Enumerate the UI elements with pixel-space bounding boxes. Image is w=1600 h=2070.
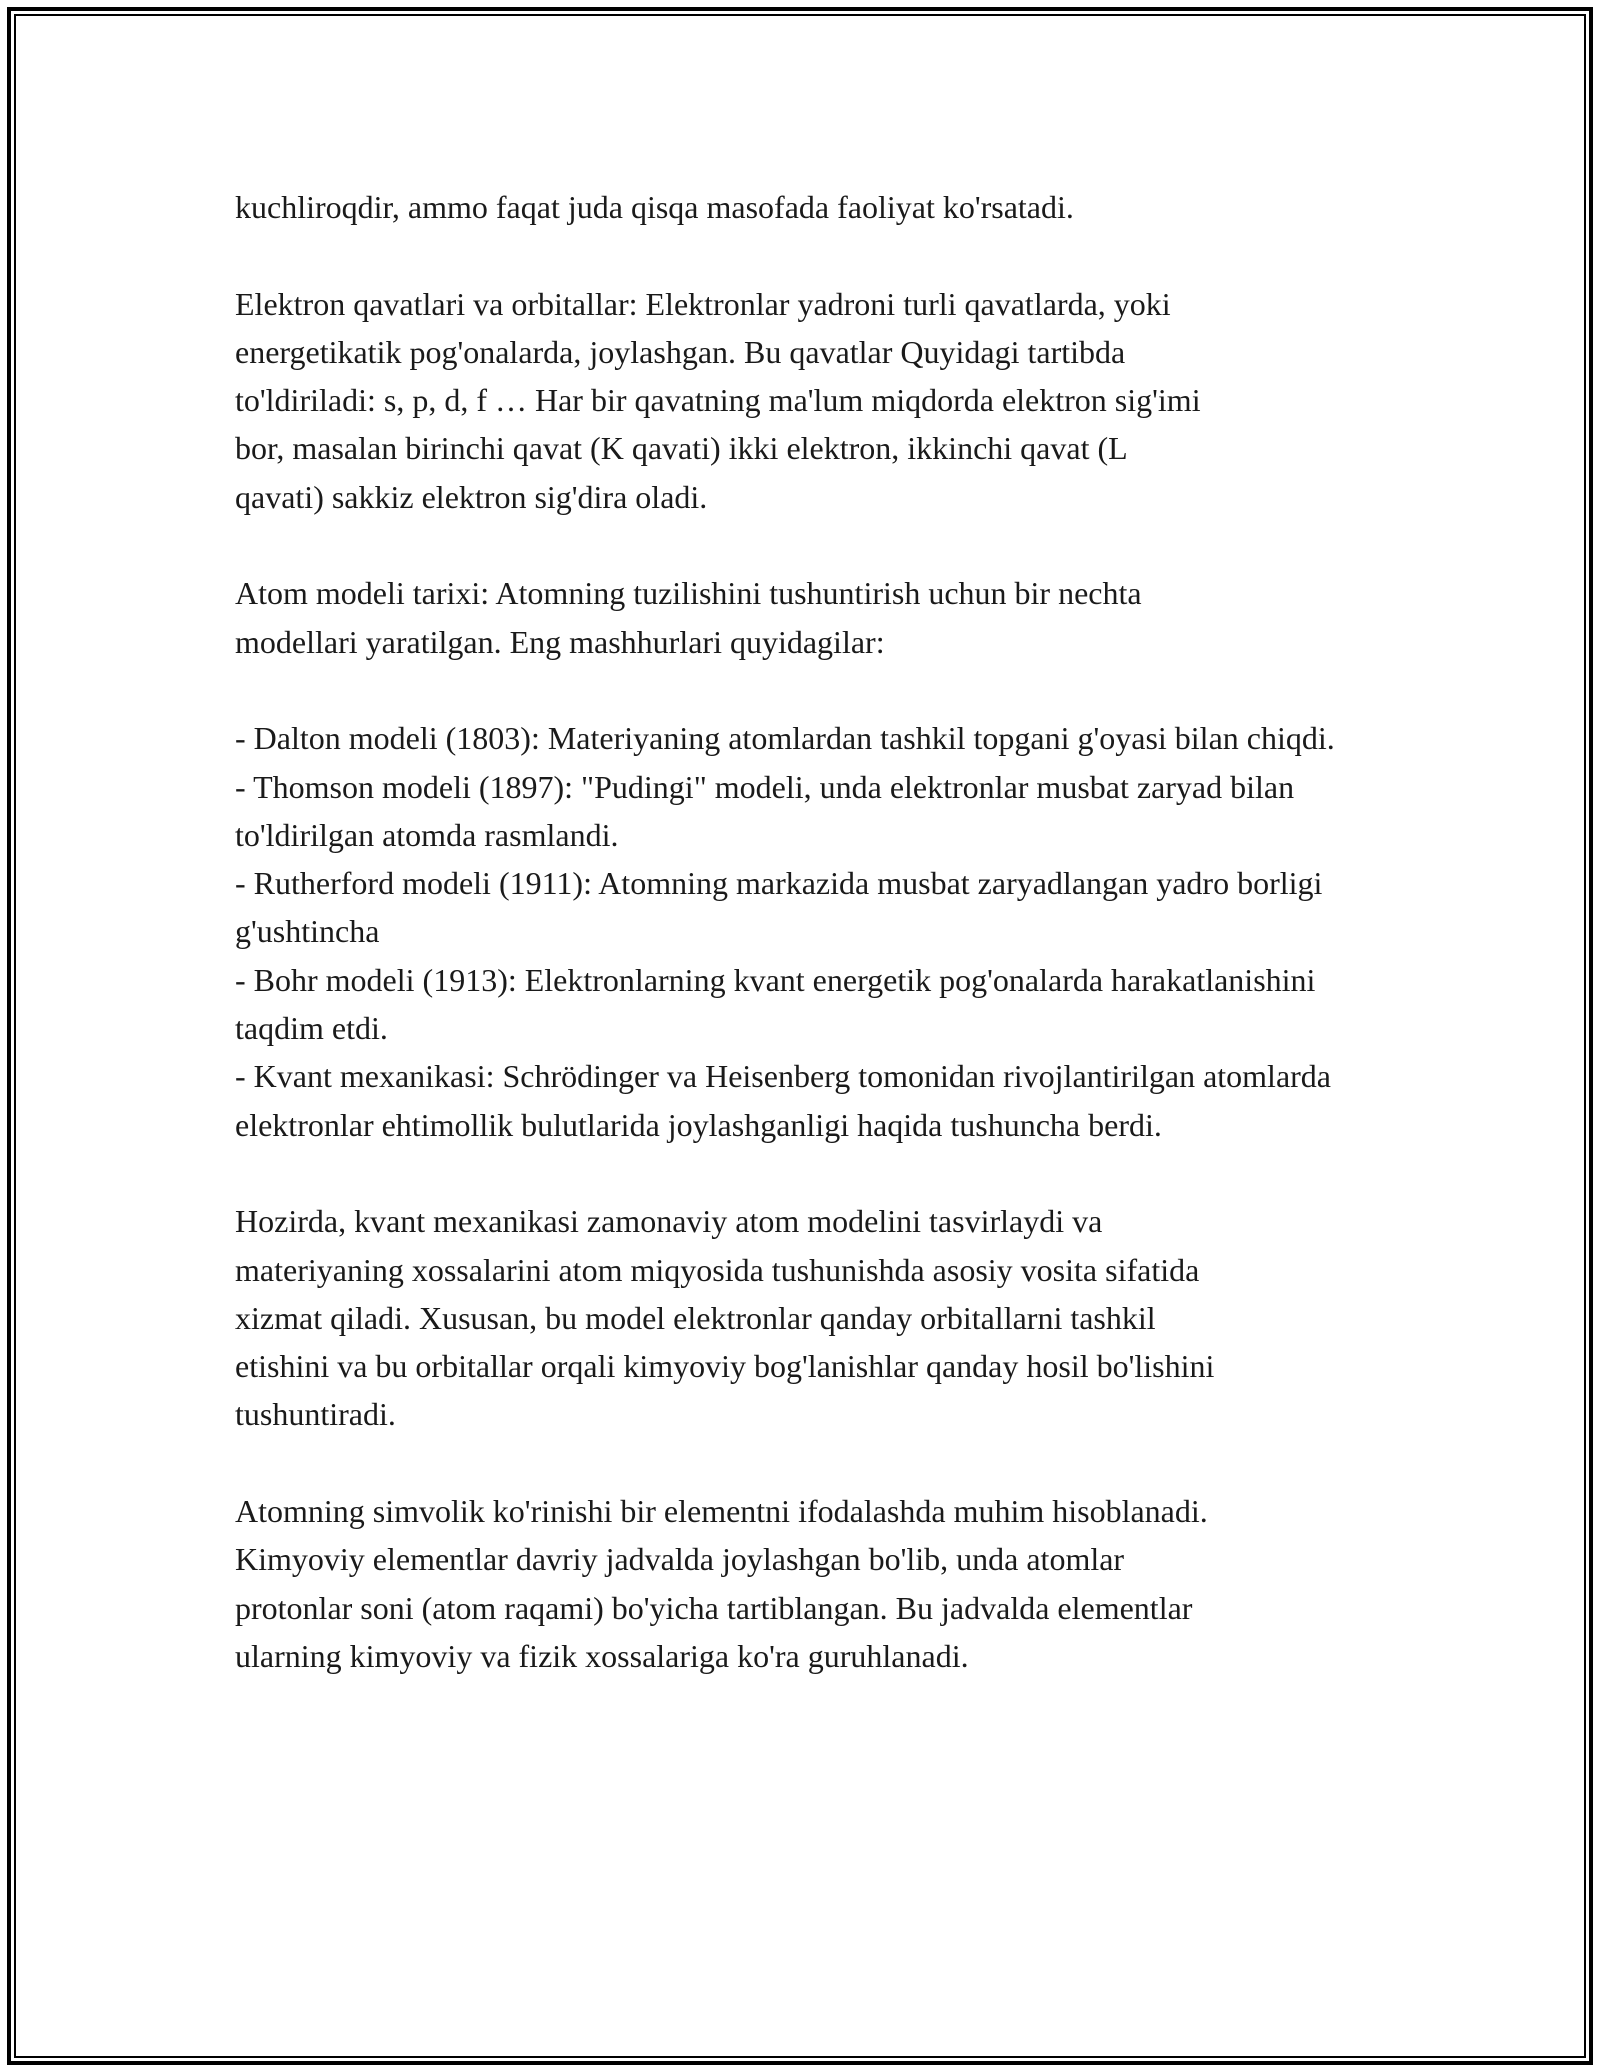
paragraph-atom-model-history: Atom modeli tarixi: Atomning tuzilishini tushuntirish uchun bir nechta modellari yaratilgan. Eng mashhurlari quyidagilar: — [235, 575, 1142, 660]
list-item-rutherford: - Rutherford modeli (1911): Atomning markazida musbat zaryadlangan yadro borligi g'ushtincha — [235, 865, 1323, 950]
paragraph-continuation: kuchliroqdir, ammo faqat juda qisqa masofada faoliyat ko'rsatadi. — [235, 189, 1074, 225]
list-item-thomson: - Thomson modeli (1897): "Pudingi" modeli, unda elektronlar musbat zaryad bilan to'ldirilgan atomda rasmlandi. — [235, 768, 1295, 853]
list-item-dalton: - Dalton modeli (1803): Materiyaning atomlardan tashkil topgani g'oyasi bilan chiqdi. — [235, 720, 1335, 757]
document-body — [235, 183, 1375, 1729]
paragraph-modern-model: Hozirda, kvant mexanikasi zamonaviy atom modelini tasvirlaydi va materiyaning xossalarini atom miqyosida tushunishda asosiy vosita sifatida xizmat qiladi. Xususan, bu model elektronlar qanday orbitallarni tashkil etishini va bu orbitallar orqali kimyoviy bog'lanishlar qanday hosil bo'lishini tushuntiradi. — [235, 1203, 1215, 1433]
list-item-bohr: - Bohr modeli (1913): Elektronlarning kvant energetik pog'onalarda harakatlanishini taqdim etdi. — [235, 961, 1316, 1047]
atom-models-list — [235, 714, 1375, 1149]
paragraph-electron-shells: Elektron qavatlari va orbitallar: Elektronlar yadroni turli qavatlarda, yoki energetikatik pog'onalarda, joylashgan. Bu qavatlar Quyidagi tartibda to'ldiriladi: s, p, d, f … Har bir qavatning ma'lum miqdorda elektron sig'imi bor, masalan birinchi qavat (K qavati) ikki elektron, ikkinchi qavat (L qavati) sakkiz elektron sig'dira oladi. — [235, 285, 1201, 515]
list-item-quantum-mechanics: - Kvant mexanikasi: Schrödinger va Heisenberg tomonidan rivojlantirilgan atomlarda elektronlar ehtimollik bulutlarida joylashganligi haqida tushuncha berdi. — [235, 1058, 1331, 1143]
paragraph-periodic-table: Atomning simvolik ko'rinishi bir elementni ifodalashda muhim hisoblanadi. Kimyoviy elementlar davriy jadvalda joylashgan bo'lib, unda atomlar protonlar soni (atom raqami) bo'yicha tartiblangan. Bu jadvalda elementlar ularning kimyoviy va fizik xossalariga ko'ra guruhlanadi. — [235, 1493, 1208, 1674]
